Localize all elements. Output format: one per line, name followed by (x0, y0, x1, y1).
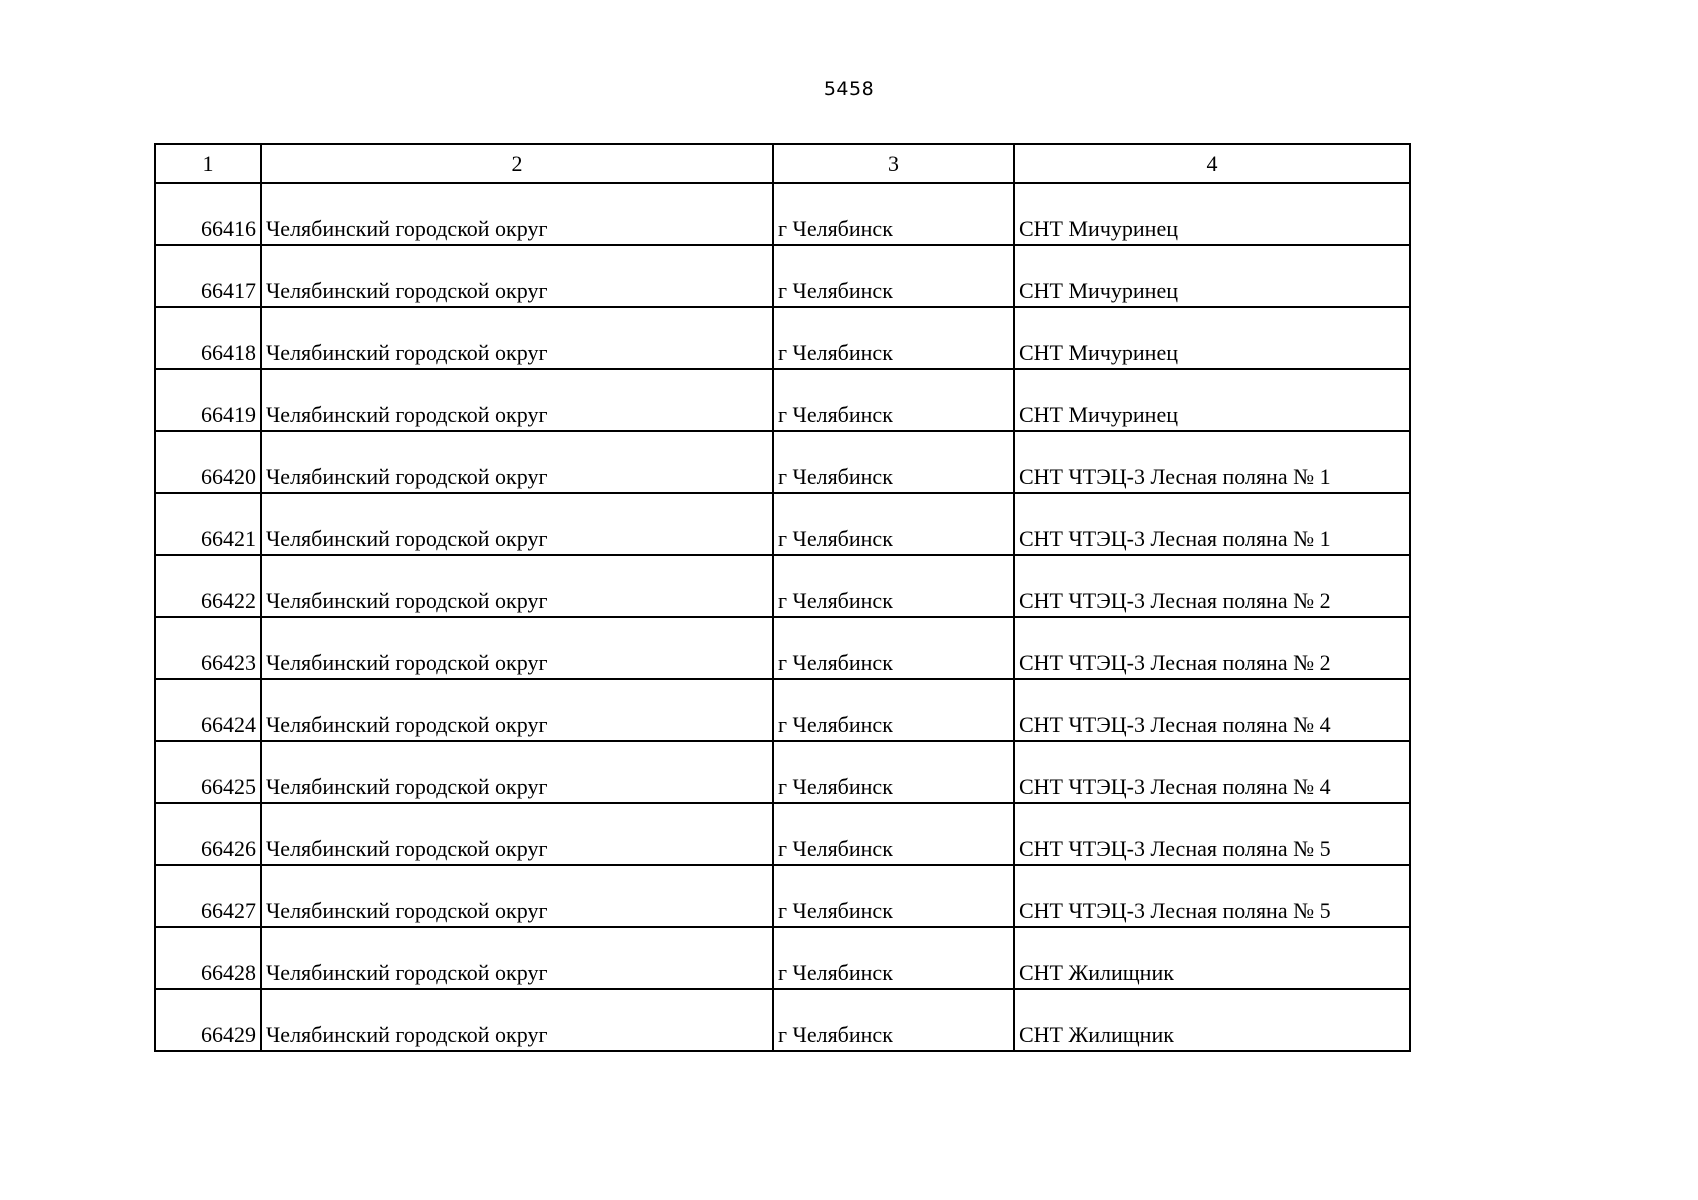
locality-cell: г Челябинск (773, 989, 1014, 1051)
district-cell: Челябинский городской округ (261, 741, 773, 803)
place-cell: СНТ ЧТЭЦ-3 Лесная поляна № 5 (1014, 865, 1410, 927)
table-row (155, 617, 1410, 679)
place-cell: СНТ Жилищник (1014, 927, 1410, 989)
id-cell: 66422 (155, 555, 261, 617)
place-cell: СНТ ЧТЭЦ-3 Лесная поляна № 1 (1014, 493, 1410, 555)
district-cell: Челябинский городской округ (261, 989, 773, 1051)
registry-table (154, 143, 1411, 1052)
column-header-3: 3 (773, 144, 1014, 183)
table-row (155, 493, 1410, 555)
district-cell: Челябинский городской округ (261, 183, 773, 245)
id-cell: 66417 (155, 245, 261, 307)
id-cell: 66421 (155, 493, 261, 555)
id-cell: 66416 (155, 183, 261, 245)
district-cell: Челябинский городской округ (261, 803, 773, 865)
locality-cell: г Челябинск (773, 803, 1014, 865)
locality-cell: г Челябинск (773, 927, 1014, 989)
district-cell: Челябинский городской округ (261, 555, 773, 617)
locality-cell: г Челябинск (773, 555, 1014, 617)
place-cell: СНТ Мичуринец (1014, 245, 1410, 307)
place-cell: СНТ ЧТЭЦ-3 Лесная поляна № 4 (1014, 679, 1410, 741)
id-cell: 66420 (155, 431, 261, 493)
locality-cell: г Челябинск (773, 431, 1014, 493)
id-cell: 66418 (155, 307, 261, 369)
table-row (155, 183, 1410, 245)
locality-cell: г Челябинск (773, 741, 1014, 803)
district-cell: Челябинский городской округ (261, 431, 773, 493)
column-header-4: 4 (1014, 144, 1410, 183)
district-cell: Челябинский городской округ (261, 927, 773, 989)
table-row (155, 989, 1410, 1051)
table-row (155, 865, 1410, 927)
page-number: 5458 (823, 78, 875, 100)
table-row (155, 307, 1410, 369)
table-row (155, 369, 1410, 431)
district-cell: Челябинский городской округ (261, 679, 773, 741)
locality-cell: г Челябинск (773, 493, 1014, 555)
place-cell: СНТ ЧТЭЦ-3 Лесная поляна № 1 (1014, 431, 1410, 493)
district-cell: Челябинский городской округ (261, 493, 773, 555)
table-row (155, 245, 1410, 307)
table-row (155, 741, 1410, 803)
locality-cell: г Челябинск (773, 679, 1014, 741)
locality-cell: г Челябинск (773, 865, 1014, 927)
district-cell: Челябинский городской округ (261, 307, 773, 369)
district-cell: Челябинский городской округ (261, 617, 773, 679)
locality-cell: г Челябинск (773, 369, 1014, 431)
table-row (155, 679, 1410, 741)
header-row (155, 144, 1410, 183)
table-row (155, 555, 1410, 617)
table-body (155, 183, 1410, 1051)
id-cell: 66428 (155, 927, 261, 989)
district-cell: Челябинский городской округ (261, 865, 773, 927)
id-cell: 66423 (155, 617, 261, 679)
table-row (155, 803, 1410, 865)
place-cell: СНТ ЧТЭЦ-3 Лесная поляна № 4 (1014, 741, 1410, 803)
id-cell: 66424 (155, 679, 261, 741)
locality-cell: г Челябинск (773, 307, 1014, 369)
locality-cell: г Челябинск (773, 183, 1014, 245)
locality-cell: г Челябинск (773, 245, 1014, 307)
column-header-2: 2 (261, 144, 773, 183)
district-cell: Челябинский городской округ (261, 245, 773, 307)
table-row (155, 927, 1410, 989)
id-cell: 66429 (155, 989, 261, 1051)
place-cell: СНТ Мичуринец (1014, 307, 1410, 369)
district-cell: Челябинский городской округ (261, 369, 773, 431)
table-header (155, 144, 1410, 183)
id-cell: 66425 (155, 741, 261, 803)
id-cell: 66427 (155, 865, 261, 927)
place-cell: СНТ Мичуринец (1014, 183, 1410, 245)
id-cell: 66426 (155, 803, 261, 865)
table-row (155, 431, 1410, 493)
place-cell: СНТ Жилищник (1014, 989, 1410, 1051)
place-cell: СНТ Мичуринец (1014, 369, 1410, 431)
place-cell: СНТ ЧТЭЦ-3 Лесная поляна № 2 (1014, 555, 1410, 617)
id-cell: 66419 (155, 369, 261, 431)
column-header-1: 1 (155, 144, 261, 183)
place-cell: СНТ ЧТЭЦ-3 Лесная поляна № 5 (1014, 803, 1410, 865)
locality-cell: г Челябинск (773, 617, 1014, 679)
place-cell: СНТ ЧТЭЦ-3 Лесная поляна № 2 (1014, 617, 1410, 679)
